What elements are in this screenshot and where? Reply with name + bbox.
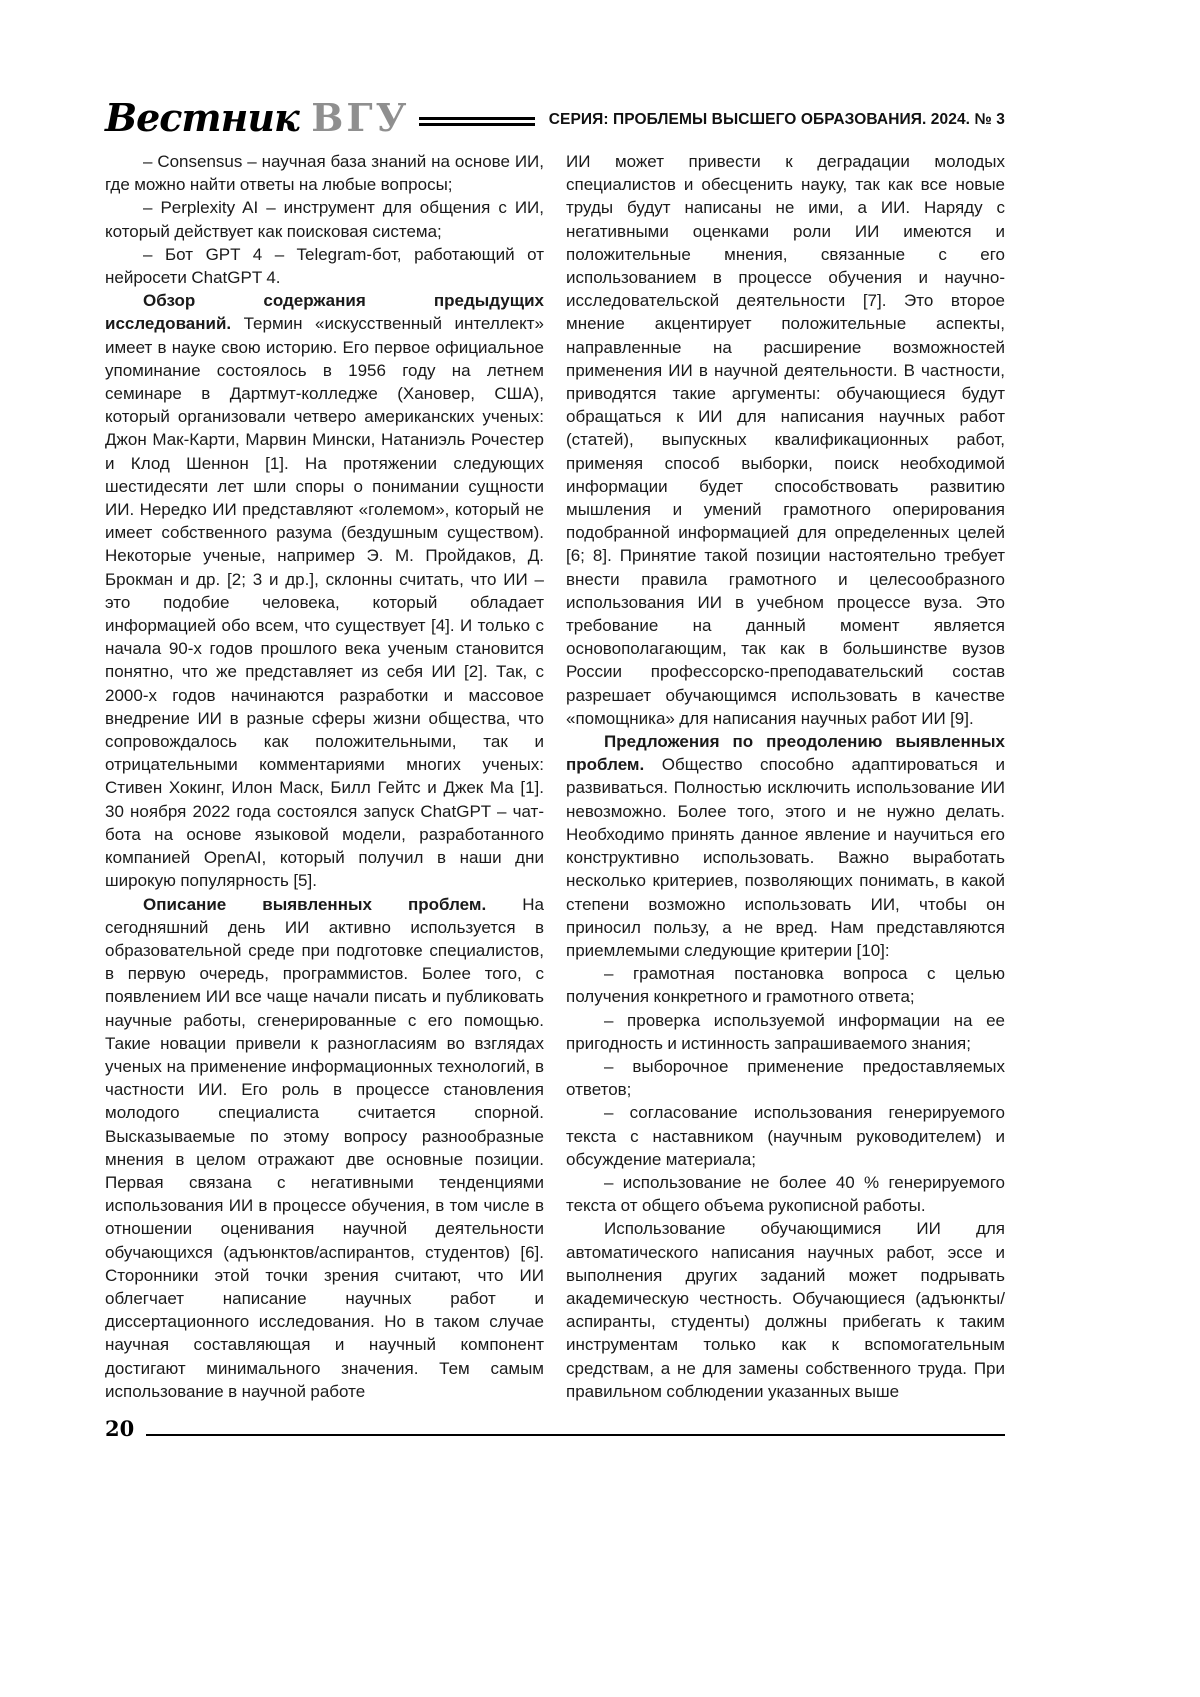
paragraph bbox=[566, 1217, 1005, 1403]
paragraph-continuation bbox=[566, 150, 1005, 730]
list-item bbox=[566, 1055, 1005, 1101]
footer-rule bbox=[146, 1434, 1005, 1436]
list-item-text: – Consensus – научная база знаний на основе ИИ, где можно найти ответы на любые вопросы; bbox=[105, 152, 544, 195]
list-item bbox=[566, 1101, 1005, 1171]
list-item-text: – Perplexity AI – инструмент для общения с ИИ, который действует как поисковая система; bbox=[105, 198, 544, 241]
list-item bbox=[566, 962, 1005, 1008]
list-item bbox=[105, 150, 544, 196]
paragraph bbox=[566, 730, 1005, 962]
section-heading: Предложения по преодолению выявленных проблем. bbox=[566, 732, 1005, 775]
journal-logo bbox=[105, 95, 410, 140]
article-body bbox=[105, 150, 1005, 1403]
paragraph bbox=[105, 289, 544, 892]
logo-word-vestnik: Вестник bbox=[105, 95, 299, 140]
page-header bbox=[105, 95, 1005, 140]
section-heading: Описание выявленных проблем. bbox=[143, 894, 487, 914]
list-item bbox=[566, 1009, 1005, 1055]
paragraph-text: Общество способно адаптироваться и развиваться. Полностью исключить использование ИИ невозможно. Более того, этого и не нужно делать. Необходимо принять данное явление и научиться его конструктивно использовать. Важно выработать несколько критериев, позволяющих понимать, в какой степени возможно использовать ИИ, чтобы он приносил пользу, а не вред. Нам представляются приемлемыми следующие критерии [10]: bbox=[566, 755, 1005, 960]
paragraph-text: Термин «искусственный интеллект» имеет в науке свою историю. Его первое официальное упоминание состоялось в 1956 году на летнем семинаре в Дартмут-колледже (Хановер, США), который организовали четверо американских ученых: Джон Мак-Карти, Марвин Мински, Натаниэль Рочестер и Клод Шеннон [1]. На протяжении следующих шестидесяти лет шли споры о понимании сущности ИИ. Нередко ИИ представляют «големом», который не имеет собственного разума (бездушным существом). Некоторые ученые, например Э. М. Пройдаков, Д. Брокман и др. [2; 3 и др.], склонны считать, что ИИ – это подобие человека, который обладает информацией обо всем, что существует [4]. И только с начала 90-х годов прошлого века ученым становится понятно, что же представляет из себя ИИ [2]. Так, с 2000-х годов начинаются разработки и массовое внедрение ИИ в разные сферы жизни общества, что сопровождалось как положительными, так и отрицательными комментариями многих ученых: Стивен Хокинг, Илон Маск, Билл Гейтс и Джек Ма [1]. 30 ноября 2022 года состоялся запуск ChatGPT – чат-бота на основе языковой модели, разработанного компанией OpenAI, который получил в наши дни широкую популярность [5]. bbox=[105, 314, 544, 891]
list-item-text: – выборочное применение предоставляемых ответов; bbox=[566, 1056, 1005, 1100]
paragraph-text: На сегодняшний день ИИ активно используется в образовательной среде при подготовке специалистов, в первую очередь, программистов. Более того, с появлением ИИ все чаще начали писать и публиковать научные работы, сгенерированные с его помощью. Такие новации привели к разногласиям во взглядах ученых на применение информационных технологий, в частности ИИ. Его роль в процессе становления молодого специалиста считается спорной. Высказываемые по этому вопросу разнообразные мнения в целом отражают две основные позиции. Первая связана с негативными тенденциями использования ИИ в процессе обучения, в том числе в отношении оценивания научной деятельности обучающихся (адъюнктов/аспирантов, студентов) [6]. Сторонники этой точки зрения считают, что ИИ облегчает написание научных работ и диссертационного исследования. Но в таком случае научная составляющая и научный компонент достигают минимального значения. Тем самым использование в научной работе bbox=[105, 894, 545, 1401]
paragraph bbox=[105, 893, 544, 1403]
list-item bbox=[566, 1171, 1005, 1217]
paragraph-text: ИИ может привести к деградации молодых специалистов и обесценить науку, так как все новые труды будут написаны не ими, а ИИ. Наряду с негативными оценками роли ИИ имеются и положительные мнения, связанные с его использованием в процессе обучения и научно-исследовательской деятельности [7]. Это второе мнение акцентирует положительные аспекты, направленные на расширение возможностей применения ИИ в научной деятельности. В частности, приводятся такие аргументы: обучающиеся будут обращаться к ИИ для написания научных работ (статей), выпускных квалификационных работ, применяя способ выборки, поиск необходимой информации будет способствовать развитию мышления и умений грамотного оперирования подобранной информацией для определенных целей [6; 8]. Принятие такой позиции настоятельно требует внести правила грамотного и целесообразного использования ИИ в учебном процессе вуза. Это требование на данный момент является основополагающим, так как в большинстве вузов России профессорско-преподавательский состав разрешает обучающимся использовать в качестве «помощника» для написания научных работ ИИ [9]. bbox=[566, 152, 1005, 728]
list-item-text: – грамотная постановка вопроса с целью получения конкретного и грамотного ответа; bbox=[566, 964, 1005, 1007]
list-item bbox=[105, 243, 544, 289]
section-heading: Обзор содержания предыдущих исследований. bbox=[105, 291, 544, 334]
list-item-text: – проверка используемой информации на ее пригодность и истинность запрашиваемого знания; bbox=[566, 1010, 1005, 1053]
list-item-text: – Бот GPT 4 – Telegram-бот, работающий от нейросети ChatGPT 4. bbox=[105, 244, 544, 288]
left-column bbox=[105, 150, 544, 1403]
list-item-text: – согласование использования генерируемого текста с наставником (научным руководителем) и обсуждение материала; bbox=[566, 1103, 1005, 1169]
page-footer bbox=[105, 1416, 1005, 1441]
series-title: СЕРИЯ: ПРОБЛЕМЫ ВЫСШЕГО ОБРАЗОВАНИЯ. 2024. № 3 bbox=[548, 111, 1005, 128]
page-number: 20 bbox=[105, 1416, 135, 1441]
list-item bbox=[105, 196, 544, 242]
logo-word-vgu: ВГУ bbox=[311, 95, 410, 140]
paragraph-text: Использование обучающимися ИИ для автоматического написания научных работ, эссе и выполнения других заданий может подрывать академическую честность. Обучающиеся (адъюнкты/аспиранты, студенты) должны прибегать к таким инструментам только как к вспомогательным средствам, а не для замены собственного труда. При правильном соблюдении указанных выше bbox=[566, 1219, 1005, 1401]
header-double-rule bbox=[419, 117, 534, 126]
right-column bbox=[566, 150, 1005, 1403]
list-item-text: – использование не более 40 % генерируемого текста от общего объема рукописной работы. bbox=[566, 1172, 1005, 1216]
